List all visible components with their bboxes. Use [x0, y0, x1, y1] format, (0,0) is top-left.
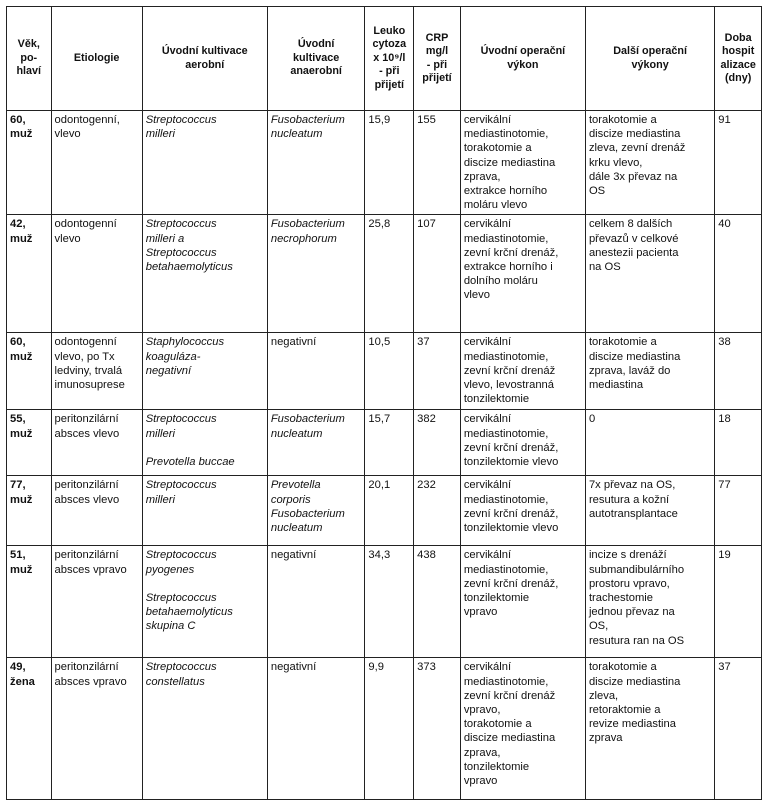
patients-table [6, 6, 762, 800]
cell-line: pyogenes [145, 563, 195, 576]
cell-line: vlevo [463, 289, 490, 302]
cell-line: peritonzilární [54, 413, 119, 426]
cell-line: absces vpravo [54, 675, 127, 688]
hospitalization-days-cell: 91 [715, 111, 762, 215]
cell-line: Streptococcus [145, 549, 217, 562]
table-row [7, 215, 762, 333]
cell-line: discize mediastina [588, 128, 681, 141]
hospitalization-days-cell: 40 [715, 215, 762, 333]
hospitalization-days-cell: 37 [715, 658, 762, 800]
cell-line: Streptococcus [145, 591, 217, 604]
cell-line: mediastinotomie, [463, 350, 549, 363]
age-sex-cell [7, 215, 52, 333]
cell-line: přijetí [374, 78, 404, 91]
further-operations-cell [585, 546, 714, 658]
cell-line: výkon [507, 58, 539, 71]
cell-line: mediastinotomie, [463, 563, 549, 576]
cell-line: vlevo, po Tx [54, 350, 115, 363]
cell-line: krku vlevo, [588, 156, 643, 169]
cell-line: Streptococcus [145, 479, 217, 492]
cell-line: Etiologie [73, 51, 120, 64]
cell-line: cytoza [372, 38, 407, 51]
cell-line: retoraktomie a [588, 704, 661, 717]
cell-line: anestezii pacienta [588, 246, 679, 259]
cell-line: Streptococcus [145, 661, 217, 674]
cell-line: Streptococcus [145, 114, 217, 126]
cell-line: Streptococcus [145, 218, 217, 231]
cell-line: peritonzilární [54, 479, 119, 492]
cell-line: zprava, [463, 746, 501, 759]
cell-line: tonzilektomie [463, 393, 530, 406]
anaerobic-culture-cell [267, 410, 365, 476]
further-operations-cell [585, 658, 714, 800]
cell-line: vlevo [54, 232, 81, 245]
cell-line: mediastinotomie, [463, 232, 549, 245]
initial-operation-cell [460, 546, 585, 658]
initial-operation-cell [460, 333, 585, 410]
initial-operation-cell [460, 476, 585, 546]
cell-line: torakotomie a [588, 661, 657, 674]
hospitalization-days-cell: 18 [715, 410, 762, 476]
cell-line: žena [10, 675, 35, 688]
cell-line: muž [10, 128, 33, 141]
cell-line: tonzilektomie vlevo [463, 522, 559, 535]
anaerobic-culture-cell [267, 215, 365, 333]
cell-line: odontogenní, [54, 114, 120, 126]
cell-line: cervikální [463, 413, 512, 426]
cell-line: incize s drenáží [588, 549, 667, 562]
cell-line: po- [20, 51, 38, 64]
anaerobic-culture-cell [267, 476, 365, 546]
etiology-cell [51, 215, 142, 333]
cell-line: discize mediastina [463, 732, 556, 745]
further-operations-cell [585, 111, 714, 215]
cell-line: Streptococcus [145, 246, 217, 259]
cell-line: ledviny, trvalá [54, 364, 123, 377]
leukocytosis-cell: 34,3 [365, 546, 414, 658]
cell-line: Streptococcus [145, 413, 217, 426]
leukocytosis-cell: 9,9 [365, 658, 414, 800]
cell-line: cervikální [463, 114, 512, 126]
cell-line: zleva, zevní drenáž [588, 142, 686, 155]
cell-line: Úvodní kultivace [161, 45, 248, 58]
etiology-cell [51, 546, 142, 658]
cell-line: imunosuprese [54, 379, 125, 392]
cell-line: revize mediastina [588, 718, 676, 731]
leukocytosis-cell: 15,9 [365, 111, 414, 215]
age-sex-header [7, 7, 52, 111]
aerobic-culture-header [142, 7, 267, 111]
cell-line: vpravo, [463, 704, 501, 717]
further-operations-cell [585, 215, 714, 333]
cell-line: OS, [588, 620, 609, 633]
age-sex-cell [7, 111, 52, 215]
cell-line: milleri a [145, 232, 185, 245]
crp-cell: 155 [414, 111, 461, 215]
hospitalization-days-cell: 19 [715, 546, 762, 658]
age-sex-cell [7, 658, 52, 800]
cell-line: necrophorum [270, 232, 337, 245]
cell-line: - při [426, 58, 448, 71]
hospitalization-days-cell: 38 [715, 333, 762, 410]
table-row [7, 111, 762, 215]
crp-cell: 438 [414, 546, 461, 658]
etiology-cell [51, 658, 142, 800]
table-body [7, 111, 762, 800]
cell-line: (dny) [724, 71, 752, 84]
age-sex-cell [7, 546, 52, 658]
cell-line: cervikální [463, 218, 512, 231]
cell-line: odontogenní [54, 218, 117, 231]
cell-line: 51, [10, 549, 26, 562]
aerobic-culture-cell [142, 476, 267, 546]
cell-line: absces vlevo [54, 493, 120, 506]
crp-cell: 373 [414, 658, 461, 800]
cell-line: výkony [631, 58, 669, 71]
table-row [7, 333, 762, 410]
cell-line: milleri [145, 128, 175, 141]
cell-line: negativní [270, 661, 317, 674]
crp-header [414, 7, 461, 111]
cell-line: corporis [270, 493, 311, 506]
cell-line: zevní krční drenáž [463, 364, 556, 377]
cell-line: 7x převaz na OS, [588, 479, 676, 492]
initial-operation-cell [460, 658, 585, 800]
initial-operation-header [460, 7, 585, 111]
cell-line: Fusobacterium [270, 507, 345, 520]
cell-line: cervikální [463, 661, 512, 674]
table-row [7, 658, 762, 800]
cell-line: torakotomie a [588, 336, 657, 349]
cell-line: trachestomie [588, 592, 653, 605]
cell-line: discize mediastina [463, 156, 556, 169]
anaerobic-culture-cell [267, 546, 365, 658]
cell-line: OS [588, 185, 606, 198]
cell-line: constellatus [145, 675, 205, 688]
cell-line: zprava, laváž do [588, 364, 671, 377]
cell-line: absces vlevo [54, 427, 120, 440]
cell-line: CRP [425, 31, 449, 44]
further-operations-cell [585, 333, 714, 410]
cell-line: torakotomie a [463, 142, 532, 155]
leukocytosis-cell: 20,1 [365, 476, 414, 546]
age-sex-cell [7, 476, 52, 546]
etiology-cell [51, 476, 142, 546]
cell-line: zevní krční drenáž, [463, 246, 559, 259]
cell-line: jednou převaz na [588, 606, 675, 619]
cell-line: odontogenní [54, 336, 117, 349]
cell-line: Fusobacterium [270, 114, 345, 126]
cell-line: koaguláza- [145, 350, 201, 363]
cell-line: cervikální [463, 336, 512, 349]
cell-line: Fusobacterium [270, 413, 345, 426]
cell-line: tonzilektomie vlevo [463, 456, 559, 469]
cell-line: převazů v celkové [588, 232, 679, 245]
cell-line: alizace [720, 58, 756, 71]
cell-line: nucleatum [270, 427, 323, 440]
cell-line: 60, [10, 114, 26, 126]
hospitalization-days-cell: 77 [715, 476, 762, 546]
crp-cell: 37 [414, 333, 461, 410]
further-operations-header [585, 7, 714, 111]
cell-line: muž [10, 350, 33, 363]
etiology-cell [51, 410, 142, 476]
cell-line: tonzilektomie [463, 592, 530, 605]
cell-line: 49, [10, 661, 26, 674]
cell-line: milleri [145, 427, 175, 440]
cell-line: hlaví [16, 65, 42, 78]
cell-line: hospit [721, 45, 755, 58]
initial-operation-cell [460, 215, 585, 333]
header-row [7, 7, 762, 111]
cell-line: peritonzilární [54, 549, 119, 562]
etiology-header [51, 7, 142, 111]
cell-line: aerobní [185, 58, 225, 71]
cell-line: peritonzilární [54, 661, 119, 674]
cell-line: tonzilektomie [463, 760, 530, 773]
aerobic-culture-cell [142, 111, 267, 215]
cell-line: submandibulárního [588, 563, 685, 576]
cell-line: Prevotella [270, 479, 321, 492]
cell-line: dále 3x převaz na [588, 170, 678, 183]
anaerobic-culture-cell [267, 333, 365, 410]
cell-line: discize mediastina [588, 675, 681, 688]
cell-line: Úvodní [297, 38, 335, 51]
initial-operation-cell [460, 111, 585, 215]
cell-line: Fusobacterium [270, 218, 345, 231]
etiology-cell [51, 111, 142, 215]
aerobic-culture-cell [142, 410, 267, 476]
cell-line: negativní [270, 549, 317, 562]
cell-line: mediastinotomie, [463, 675, 549, 688]
anaerobic-culture-cell [267, 111, 365, 215]
cell-line: resutura ran na OS [588, 634, 685, 647]
cell-line: prostoru vpravo, [588, 577, 670, 590]
cell-line: torakotomie a [463, 718, 532, 731]
aerobic-culture-cell [142, 333, 267, 410]
cell-line: 42, [10, 218, 26, 231]
aerobic-culture-cell [142, 215, 267, 333]
cell-line: zevní krční drenáž, [463, 577, 559, 590]
cell-line: nucleatum [270, 128, 323, 141]
cell-line: zevní krční drenáž, [463, 507, 559, 520]
age-sex-cell [7, 333, 52, 410]
leukocytosis-header [365, 7, 414, 111]
cell-line: Úvodní operační [480, 45, 566, 58]
table-row [7, 546, 762, 658]
further-operations-cell [585, 410, 714, 476]
cell-line: skupina C [145, 620, 196, 633]
cell-line: betahaemolyticus [145, 606, 233, 619]
table-row [7, 476, 762, 546]
cell-line: cervikální [463, 479, 512, 492]
cell-line: negativní [145, 364, 192, 377]
leukocytosis-cell: 15,7 [365, 410, 414, 476]
cell-line: milleri [145, 493, 175, 506]
cell-line: vpravo [463, 775, 498, 788]
cell-line: mediastinotomie, [463, 493, 549, 506]
table-row [7, 410, 762, 476]
cell-line: discize mediastina [588, 350, 681, 363]
cell-line: mediastinotomie, [463, 427, 549, 440]
cell-line: torakotomie a [588, 114, 657, 126]
cell-line: resutura a kožní [588, 493, 670, 506]
cell-line: vlevo [54, 128, 81, 141]
aerobic-culture-cell [142, 546, 267, 658]
age-sex-cell [7, 410, 52, 476]
cell-line: - při [379, 65, 400, 78]
further-operations-cell [585, 476, 714, 546]
cell-line: zevní krční drenáž [463, 689, 556, 702]
cell-line: betahaemolyticus [145, 261, 233, 274]
cell-line: dolního moláru [463, 275, 538, 288]
cell-line: 60, [10, 336, 26, 349]
crp-cell: 107 [414, 215, 461, 333]
anaerobic-culture-cell [267, 658, 365, 800]
cell-line: autotransplantace [588, 507, 678, 520]
cell-line: moláru vlevo [463, 199, 528, 212]
cell-line: vpravo [463, 606, 498, 619]
cell-line: 55, [10, 413, 26, 426]
cell-line: zprava [588, 732, 623, 745]
cell-line: mg/l [425, 45, 449, 58]
cell-line: muž [10, 563, 33, 576]
hospitalization-days-header [715, 7, 762, 111]
cell-line: Věk, [17, 38, 40, 51]
cell-line: muž [10, 493, 33, 506]
cell-line: mediastinotomie, [463, 128, 549, 141]
cell-line: celkem 8 dalších [588, 218, 673, 231]
cell-line: absces vpravo [54, 563, 127, 576]
cell-line: anaerobní [290, 65, 342, 78]
cell-line: negativní [270, 336, 317, 349]
crp-cell: 382 [414, 410, 461, 476]
cell-line: Staphylococcus [145, 336, 225, 349]
cell-line: Leuko [373, 24, 406, 37]
cell-line: cervikální [463, 549, 512, 562]
cell-line: přijetí [422, 71, 452, 84]
cell-line: 0 [588, 413, 596, 426]
leukocytosis-cell: 10,5 [365, 333, 414, 410]
cell-line: extrakce horního i [463, 261, 553, 274]
cell-line: zprava, [463, 170, 501, 183]
cell-line: nucleatum [270, 522, 323, 535]
aerobic-culture-cell [142, 658, 267, 800]
cell-line: vlevo, levostranná [463, 379, 554, 392]
cell-line: x 10⁹/l [373, 51, 406, 64]
cell-line: zleva, [588, 689, 619, 702]
cell-line: Další operační [613, 45, 688, 58]
leukocytosis-cell: 25,8 [365, 215, 414, 333]
cell-line: 77, [10, 479, 26, 492]
cell-line: na OS [588, 261, 621, 274]
cell-line: Prevotella buccae [145, 455, 235, 468]
cell-line: Doba [724, 31, 752, 44]
etiology-cell [51, 333, 142, 410]
crp-cell: 232 [414, 476, 461, 546]
cell-line: zevní krční drenáž, [463, 441, 559, 454]
cell-line: muž [10, 427, 33, 440]
anaerobic-culture-header [267, 7, 365, 111]
initial-operation-cell [460, 410, 585, 476]
cell-line: muž [10, 232, 33, 245]
cell-line: kultivace [293, 51, 340, 64]
cell-line: mediastina [588, 379, 644, 392]
cell-line: extrakce horního [463, 185, 548, 198]
